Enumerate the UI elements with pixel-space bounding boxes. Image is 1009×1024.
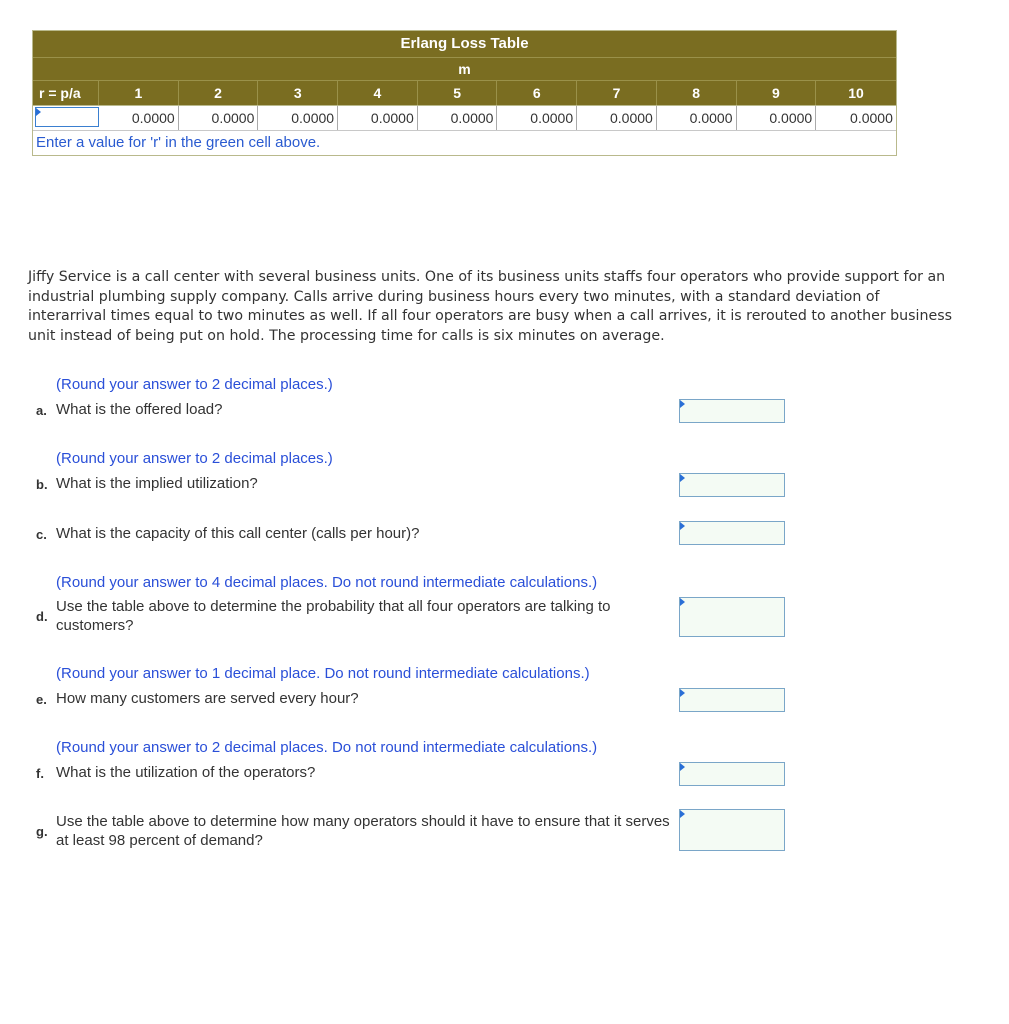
table-cell: 0.0000 (850, 110, 893, 126)
input-flag-icon (680, 474, 685, 482)
question-letter: f. (36, 766, 44, 781)
question-text: What is the offered load? (56, 401, 223, 418)
answer-input[interactable] (679, 762, 785, 786)
question-text: Use the table above to determine the probability that all four operators are talking to customers? (56, 598, 611, 634)
table-cell: 0.0000 (338, 106, 418, 130)
rounding-note: (Round your answer to 1 decimal place. Do not round intermediate calculations.) (56, 665, 590, 682)
answer-input[interactable] (679, 521, 785, 545)
input-flag-icon (680, 689, 685, 697)
question-letter: b. (36, 477, 48, 492)
rounding-note: (Round your answer to 2 decimal places.) (56, 450, 333, 467)
col-header: 3 (258, 81, 338, 105)
input-flag-icon (680, 598, 685, 606)
r-value-input[interactable] (35, 107, 99, 127)
input-flag-icon (680, 400, 685, 408)
values-row (33, 106, 896, 130)
table-cell: 0.0000 (577, 106, 657, 130)
table-cell: 0.0000 (497, 106, 577, 130)
rounding-note: (Round your answer to 2 decimal places.) (56, 376, 333, 393)
col-header: 9 (737, 81, 817, 105)
question-text: Use the table above to determine how many operators should it have to ensure that it serves at least 98 percent of demand? (56, 813, 670, 849)
question-text: How many customers are served every hour? (56, 690, 359, 707)
table-cell: 0.0000 (99, 106, 179, 130)
table-cell: 0.0000 (418, 106, 498, 130)
input-flag-icon (36, 108, 41, 116)
input-flag-icon (680, 763, 685, 771)
answer-input[interactable] (679, 473, 785, 497)
answer-input[interactable] (679, 688, 785, 712)
question-letter: e. (36, 692, 47, 707)
col-header: 6 (497, 81, 577, 105)
col-header: 8 (657, 81, 737, 105)
col-header: 5 (418, 81, 498, 105)
question-letter: g. (36, 824, 48, 839)
problem-statement: Jiffy Service is a call center with several business units. One of its business units staffs four operators who provide support for an industrial plumbing supply company. Calls arrive during business hours every two minutes, with a standard deviation of interarrival times equal to two minutes as well. If all four operators are busy when a call arrives, it is rerouted to another business unit instead of being put on hold. The processing time for calls is six minutes on average. (28, 269, 953, 344)
col-header: 1 (99, 81, 179, 105)
answer-input[interactable] (679, 399, 785, 423)
table-cell: 0.0000 (179, 106, 259, 130)
question-letter: a. (36, 403, 47, 418)
col-header: 10 (848, 85, 864, 101)
rounding-note: (Round your answer to 2 decimal places. Do not round intermediate calculations.) (56, 739, 598, 756)
question-letter: d. (36, 609, 48, 624)
m-label: m (33, 58, 896, 81)
question-text: What is the capacity of this call center (calls per hour)? (56, 525, 420, 542)
answer-input[interactable] (679, 597, 785, 637)
table-cell: 0.0000 (737, 106, 817, 130)
table-cell: 0.0000 (258, 106, 338, 130)
header-row (33, 81, 896, 106)
table-cell: 0.0000 (657, 106, 737, 130)
question-text: What is the utilization of the operators? (56, 764, 316, 781)
answer-input[interactable] (679, 809, 785, 851)
input-flag-icon (680, 522, 685, 530)
question-letter: c. (36, 527, 47, 542)
col-header: 4 (338, 81, 418, 105)
col-header: 2 (179, 81, 259, 105)
question-text: What is the implied utilization? (56, 475, 258, 492)
table-hint: Enter a value for 'r' in the green cell above. (33, 130, 896, 155)
input-flag-icon (680, 810, 685, 818)
r-label: r = p/a (33, 81, 99, 105)
col-header: 7 (577, 81, 657, 105)
table-title: Erlang Loss Table (33, 31, 896, 58)
rounding-note: (Round your answer to 4 decimal places. Do not round intermediate calculations.) (56, 574, 598, 591)
erlang-loss-table (32, 30, 897, 156)
